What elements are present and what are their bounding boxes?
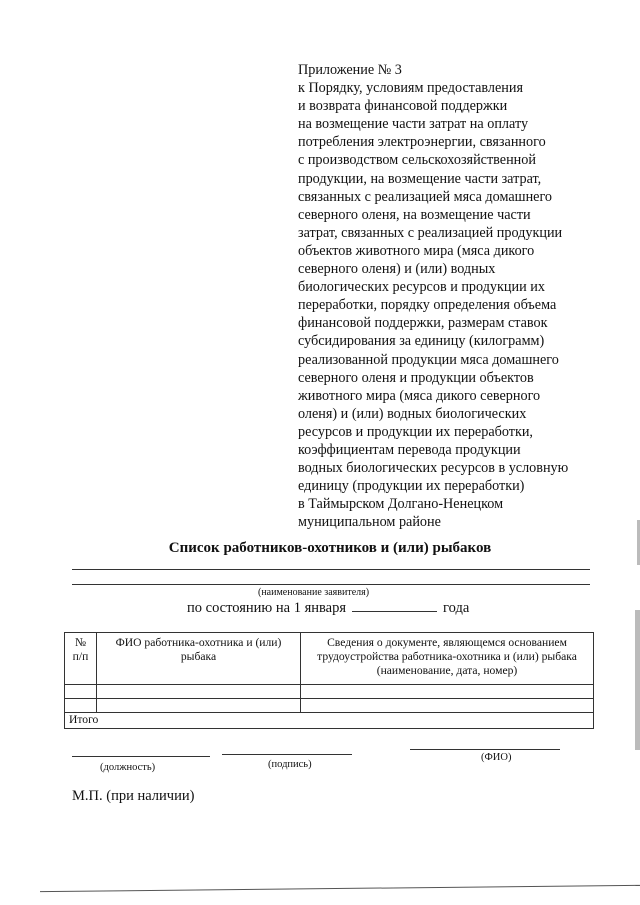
- as-of-suffix: года: [443, 600, 470, 616]
- cell-fio[interactable]: [97, 685, 301, 699]
- appendix-line: финансовой поддержки, размерам ставок: [298, 315, 548, 332]
- as-of-date: [187, 599, 469, 617]
- appendix-line: субсидирования за единицу (килограмм): [298, 333, 545, 350]
- appendix-line: животного мира (мяса дикого северного: [298, 387, 541, 404]
- cell-number[interactable]: [65, 685, 97, 699]
- as-of-prefix: по состоянию на 1 января: [187, 600, 347, 616]
- name-caption: (ФИО): [481, 752, 512, 763]
- appendix-line: реализованной продукции мяса домашнего: [298, 351, 559, 368]
- appendix-line: северного оленя, на возмещение части: [298, 206, 531, 223]
- total-row: [65, 713, 594, 729]
- appendix-line: с производством сельскохозяйственной: [298, 152, 536, 169]
- applicant-caption: (наименование заявителя): [258, 587, 370, 598]
- appendix-line: биологических ресурсов и продукции их: [298, 279, 545, 296]
- appendix-line: продукции, на возмещение части затрат,: [298, 170, 542, 187]
- appendix-line: связанных с реализацией мяса домашнего: [298, 188, 553, 205]
- appendix-line: затрат, связанных с реализацией продукции: [298, 224, 563, 241]
- appendix-line: потребления электроэнергии, связанного: [298, 134, 546, 151]
- appendix-line: в Таймырском Долгано-Ненецком: [298, 496, 504, 513]
- appendix-line: объектов животного мира (мяса дикого: [298, 242, 535, 259]
- signature-line: [222, 754, 352, 755]
- appendix-line: водных биологических ресурсов в условную: [298, 460, 569, 477]
- header-number: № п/п: [65, 633, 97, 685]
- signature-caption: (подпись): [268, 759, 312, 770]
- appendix-line: и возврата финансовой поддержки: [298, 98, 508, 115]
- appendix-line: единицу (продукции их переработки): [298, 478, 525, 495]
- cell-fio[interactable]: [97, 699, 301, 713]
- appendix-line: ресурсов и продукции их переработки,: [298, 423, 533, 440]
- position-line: [72, 756, 210, 757]
- appendix-line: оленя) и (или) водных биологических: [298, 405, 527, 422]
- appendix-heading: [298, 61, 618, 531]
- scan-bottom-edge: [40, 885, 640, 892]
- position-caption: (должность): [100, 762, 156, 773]
- appendix-line: северного оленя и продукции объектов: [298, 369, 534, 386]
- appendix-line: Приложение № 3: [298, 62, 402, 78]
- header-fio: ФИО работника-охотника и (или) рыбака: [97, 633, 301, 685]
- cell-number[interactable]: [65, 699, 97, 713]
- cell-document[interactable]: [301, 685, 594, 699]
- table-header-row: [65, 633, 594, 685]
- appendix-line: муниципальном районе: [298, 514, 441, 531]
- table-row: [65, 699, 594, 713]
- cell-document[interactable]: [301, 699, 594, 713]
- applicant-line-2: [72, 584, 590, 585]
- document-title: Список работников-охотников и (или) рыбаков: [168, 540, 492, 556]
- applicant-line-1: [72, 569, 590, 570]
- appendix-line: на возмещение части затрат на оплату: [298, 116, 529, 133]
- workers-table: [64, 632, 594, 729]
- header-document: Сведения о документе, являющемся основанием трудоустройства работника-охотника и (или) рыбака (наименование, дата, номер): [301, 633, 594, 685]
- year-blank-field[interactable]: [352, 599, 437, 612]
- appendix-line: переработки, порядку определения объема: [298, 297, 557, 314]
- appendix-line: к Порядку, условиям предоставления: [298, 80, 524, 97]
- appendix-line: коэффициентам перевода продукции: [298, 441, 521, 458]
- stamp-place: М.П. (при наличии): [72, 788, 195, 804]
- table-row: [65, 685, 594, 699]
- total-label: Итого: [65, 713, 594, 729]
- name-line: [410, 749, 560, 750]
- scan-right-edge: [635, 610, 640, 750]
- appendix-line: северного оленя) и (или) водных: [298, 261, 496, 278]
